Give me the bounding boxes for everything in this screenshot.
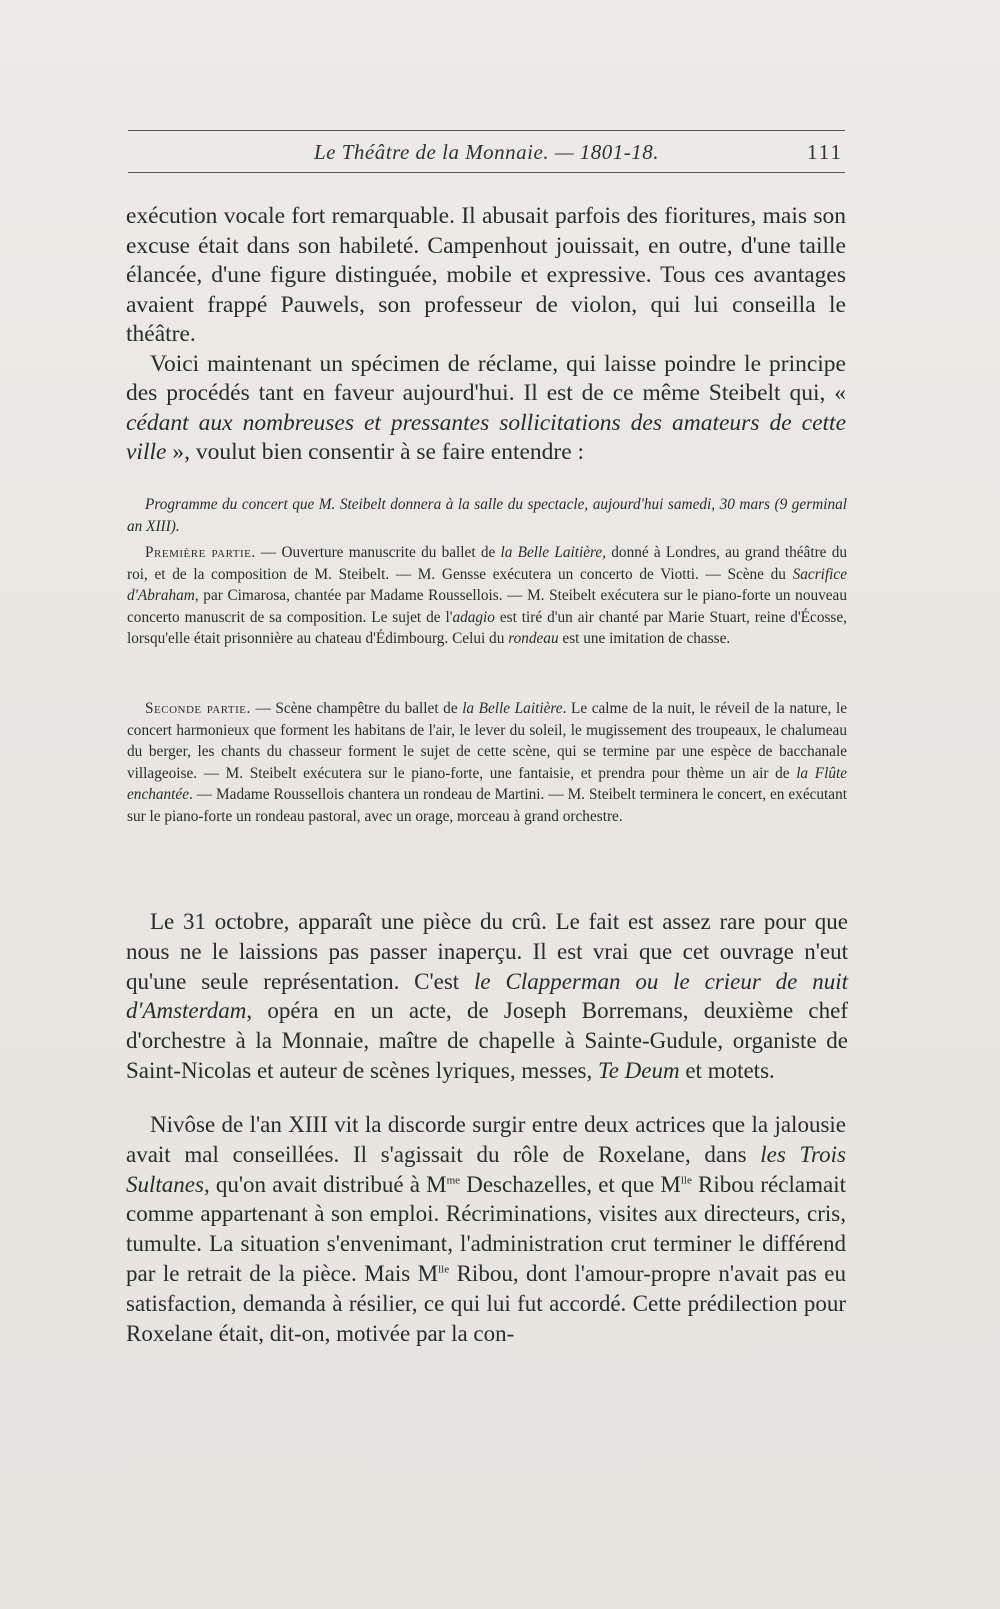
part-two-text (127, 698, 847, 827)
part-label: Seconde partie. (145, 700, 251, 717)
text-span: , qu'on avait distribué à M (203, 1171, 447, 1197)
title-span: le Clapperman ou le crieur de nuit d'Amsterdam (126, 968, 848, 1024)
text-span: Deschazelles, et que M (460, 1171, 681, 1197)
superscript: lle (438, 1263, 450, 1276)
paragraph-text (126, 907, 848, 1086)
text-span: , donné à Londres, au grand théâtre du roi, et de la composition de M. Steibelt. — M. Gensse exécutera un concerto de Viotti. — Scène du (127, 544, 848, 583)
title-span: Te Deum (598, 1057, 680, 1083)
caption-text: Programme du concert que M. Steibelt donnera à la salle du spectacle, aujourd'hui samedi, 30 mars (9 germinal an XIII). (127, 496, 847, 535)
paragraph-text (126, 1110, 846, 1348)
superscript: me (446, 1173, 461, 1186)
header-rule-top (128, 130, 845, 131)
title-span: rondeau (508, 630, 559, 647)
header-rule-bottom (128, 172, 845, 173)
superscript: lle (680, 1173, 692, 1186)
text-span: , par Cimarosa, chantée par Madame Roussellois. — M. Steibelt exécutera sur le piano-forte un nouveau concerto manuscrit de sa composition. Le sujet de l' (127, 587, 847, 626)
program-part-two (127, 698, 847, 827)
text-span: Ribou réclamait comme appartenant à son emploi. Récriminations, visites aux directeurs, cris, tumulte. La situation s'envenimant, l'administration crut terminer le différend par le retrait de la pièce. Mais M (126, 1171, 846, 1286)
part-label: Première partie. (145, 544, 256, 561)
paragraph-roxelane (126, 1110, 846, 1348)
page-number: 111 (807, 140, 843, 164)
text-span: , opéra en un acte, de Joseph Borremans, deuxième chef d'orchestre à la Monnaie, maître de chapelle à Sainte-Gudule, organiste de Saint-Nicolas et auteur de scènes lyriques, messes, (126, 998, 848, 1083)
title-span: Sacrifice d'Abraham (127, 565, 847, 604)
text-span: Le 31 octobre, apparaît une pièce du crû. Le fait est assez rare pour que nous ne le laissions pas passer inaperçu. Il est vrai que cet ouvrage n'eut qu'une seule représentation. C'est (126, 909, 848, 994)
quote-span: cédant aux nombreuses et pressantes sollicitations des amateurs de cette ville (126, 409, 846, 465)
paragraph-reclame (126, 350, 846, 468)
text-span: et motets. (679, 1057, 775, 1083)
program-part-one (127, 542, 847, 650)
title-span: la Belle Laitière (462, 700, 563, 717)
running-title: Le Théâtre de la Monnaie. — 1801-18. (313, 140, 660, 164)
title-span: la Flûte enchantée (127, 764, 848, 803)
text-span: . — Madame Roussellois chantera un rondeau de Martini. — M. Steibelt terminera le concert, en exécutant sur le piano-forte un rondeau pastoral, avec un orage, morceau à grand orchestre. (127, 786, 847, 825)
text-span: — Ouverture manuscrite du ballet de (255, 544, 501, 561)
text-span: Voici maintenant un spécimen de réclame, qui laisse poindre le principe des procédés tant en faveur aujourd'hui. Il est de ce même Steibelt qui, « (126, 350, 846, 406)
text-span: Nivôse de l'an XIII vit la discorde surgir entre deux actrices que la jalousie avait mal conseillées. Il s'agissait du rôle de Roxelane, dans (126, 1112, 846, 1167)
title-span: les Trois Sultanes (126, 1141, 846, 1197)
text-span: — Scène champêtre du ballet de (250, 700, 463, 717)
title-span: la Belle Laitière (500, 544, 603, 561)
paragraph-clapperman (126, 907, 848, 1086)
text-span: est une imitation de chasse. (558, 630, 731, 647)
program-caption (127, 494, 847, 537)
text-span: . Le calme de la nuit, le réveil de la nature, le concert harmonieux que forment les habitans de l'air, le lever du soleil, le mugissement des troupeaux, le chalumeau du berger, les chants du chasseur forment le sujet de cette scène, qui se termine par une espèce de bacchanale villageoise. — M. Steibelt exécutera sur le piano-forte, une fantaisie, et prendra pour thème un air de (127, 700, 847, 782)
text-span: est tiré d'un air chanté par Marie Stuart, reine d'Écosse, lorsqu'elle était prisonnière au chateau d'Édimbourg. Celui du (127, 608, 847, 647)
part-one-text (127, 542, 847, 650)
text-span: Ribou, dont l'amour-propre n'avait pas eu satisfaction, demanda à résilier, ce qui lui fut accordé. Cette prédilection pour Roxelane était, dit-on, motivée par la con- (126, 1260, 846, 1346)
text-span: », voulut bien consentir à se faire entendre : (166, 439, 585, 465)
paragraph-continued: exécution vocale fort remarquable. Il abusait parfois des fioritures, mais son excuse était dans son habileté. Campenhout jouissait, en outre, d'une taille élancée, d'une figure distinguée, mobile et expressive. Tous ces avantages avaient frappé Pauwels, son professeur de violon, qui lui conseilla le théâtre. (126, 203, 846, 347)
running-header (128, 140, 845, 170)
title-span: adagio (452, 608, 495, 626)
text-block-top (126, 202, 846, 468)
